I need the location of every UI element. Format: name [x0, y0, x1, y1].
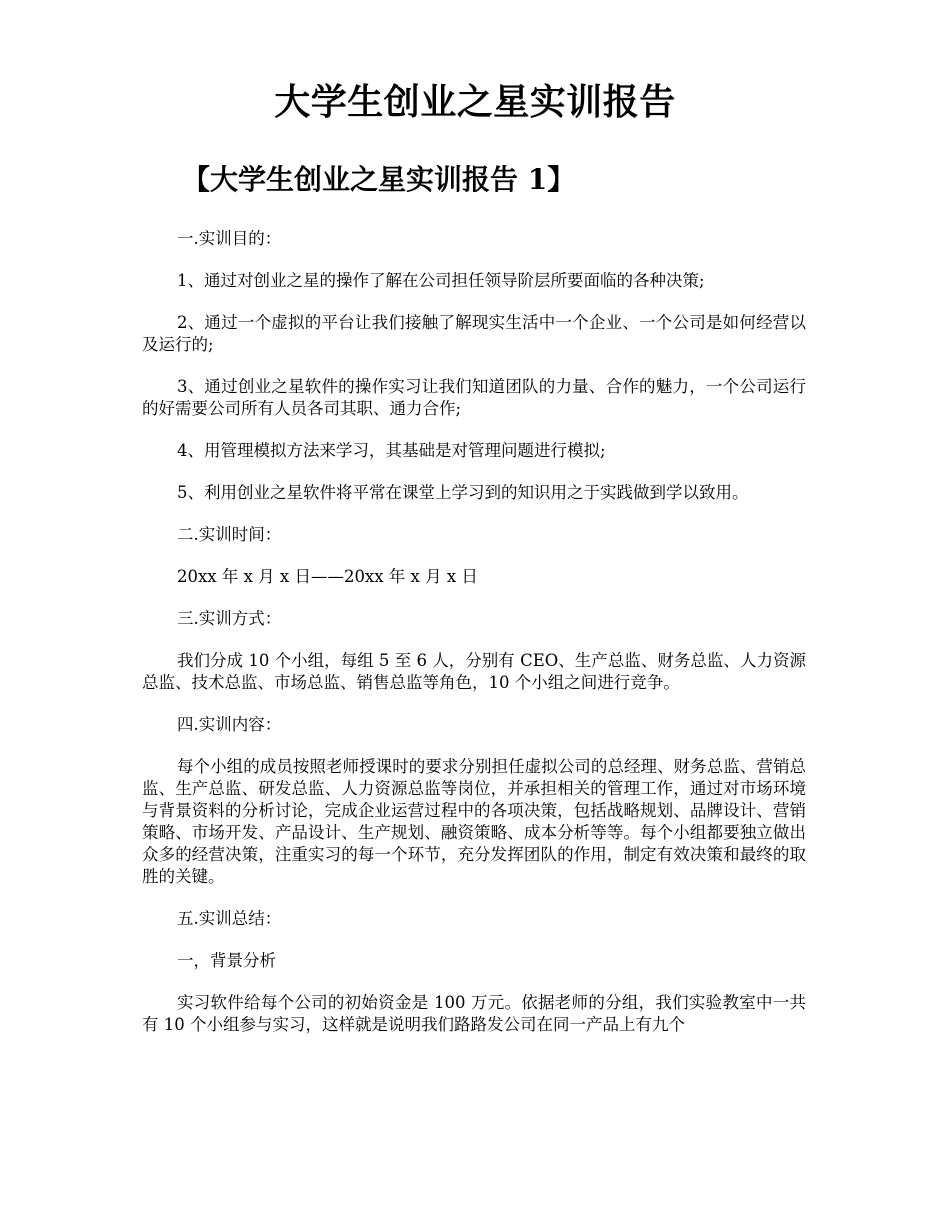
paragraph-purpose-5: 5、利用创业之星软件将平常在课堂上学习到的知识用之于实践做到学以致用。: [177, 483, 749, 502]
paragraph-purpose-3: 3、通过创业之星软件的操作实习让我们知道团队的力量、合作的魅力，一个公司运行的好需要公司所有人员各司其职、通力合作;: [142, 377, 806, 418]
paragraph-purpose-1: 1、通过对创业之星的操作了解在公司担任领导阶层所要面临的各种决策;: [177, 271, 705, 290]
document-title: 大学生创业之星实训报告: [274, 81, 676, 123]
document-body: [142, 228, 806, 1056]
heading-training-summary: 五.实训总结：: [177, 909, 282, 928]
paragraph-purpose-4: 4、用管理模拟方法来学习，其基础是对管理问题进行模拟;: [177, 441, 606, 460]
paragraph-training-dates: 20xx 年 x 月 x 日——20xx 年 x 月 x 日: [177, 567, 478, 586]
paragraph-background-analysis: 实习软件给每个公司的初始资金是 100 万元。依据老师的分组，我们实验教室中一共有 10 个小组参与实习，这样就是说明我们路路发公司在同一产品上有九个: [142, 993, 806, 1034]
heading-training-method: 三.实训方式：: [177, 609, 282, 628]
paragraph-training-content: 每个小组的成员按照老师授课时的要求分别担任虚拟公司的总经理、财务总监、营销总监、生产总监、研发总监、人力资源总监等岗位，并承担相关的管理工作，通过对市场环境与背景资料的分析讨论，完成企业运营过程中的各项决策，包括战略规划、品牌设计、营销策略、市场开发、产品设计、生产规划、融资策略、成本分析等等。每个小组都要独立做出众多的经营决策，注重实习的每一个环节，充分发挥团队的作用，制定有效决策和最终的取胜的关键。: [142, 757, 806, 886]
subheading-background-analysis: 一，背景分析: [177, 951, 276, 970]
section-title: 【大学生创业之星实训报告 1】: [182, 163, 576, 196]
paragraph-purpose-2: 2、通过一个虚拟的平台让我们接触了解现实生活中一个企业、一个公司是如何经营以及运行的;: [142, 313, 806, 354]
heading-training-purpose: 一.实训目的：: [177, 229, 282, 248]
heading-training-time: 二.实训时间：: [177, 525, 282, 544]
heading-training-content: 四.实训内容：: [177, 715, 282, 734]
paragraph-training-method: 我们分成 10 个小组，每组 5 至 6 人，分别有 CEO、生产总监、财务总监、人力资源总监、技术总监、市场总监、销售总监等角色，10 个小组之间进行竞争。: [142, 651, 806, 692]
